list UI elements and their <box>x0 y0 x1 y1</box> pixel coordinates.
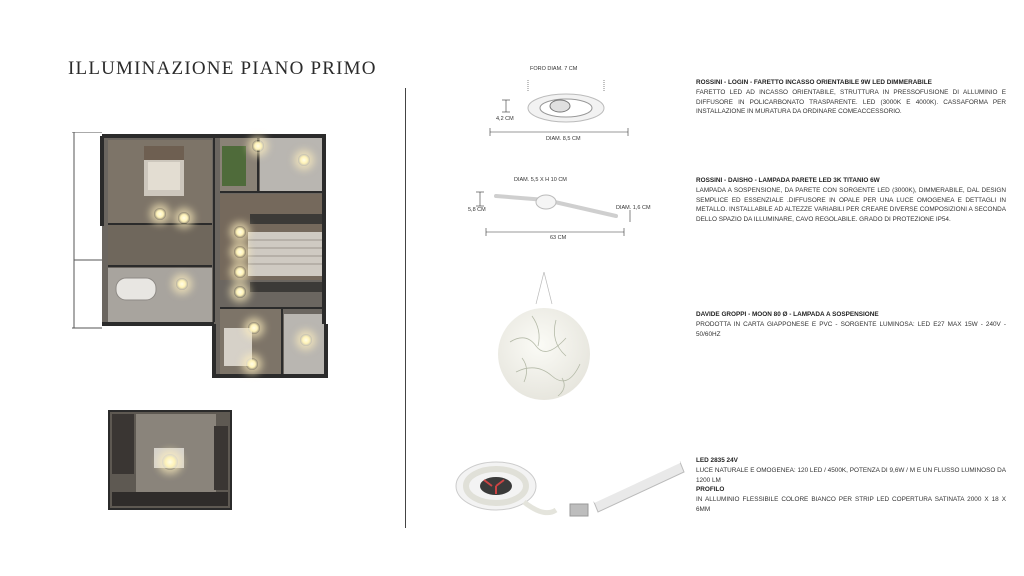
spot-light <box>162 454 178 470</box>
closet-plan <box>108 410 232 510</box>
recessed-spotlight-drawing <box>488 66 638 146</box>
spot-light <box>246 358 258 370</box>
spot-light <box>154 208 166 220</box>
spot-light <box>234 266 246 278</box>
spot-light <box>178 212 190 224</box>
product-1-heading: ROSSINI - LOGIN - FARETTO INCASSO ORIENTABILE 9W LED DIMMERABILE <box>696 79 932 86</box>
moon-pendant-drawing <box>496 272 596 412</box>
spot-light <box>248 322 260 334</box>
vertical-divider <box>405 88 406 528</box>
product-3-body: PRODOTTA IN CARTA GIAPPONESE E PVC - SORGENTE LUMINOSA: LED E27 MAX 15W - 240V - 50/60HZ <box>696 320 1006 338</box>
product-2 <box>696 176 1006 225</box>
page-title: ILLUMINAZIONE PIANO PRIMO <box>68 58 377 79</box>
product-4-subheading: PROFILO <box>696 486 725 494</box>
dim-height: 4,2 CM <box>496 116 514 122</box>
dim-right: DIAM. 1,6 CM <box>616 205 651 211</box>
wall-lamp-drawing <box>466 176 656 246</box>
product-1 <box>696 78 1006 117</box>
spot-light <box>234 226 246 238</box>
dim-height: 5,8 CM <box>468 207 486 213</box>
floor-plan-drawing <box>72 132 330 378</box>
dim-hole: FORO DIAM. 7 CM <box>530 66 578 72</box>
product-2-body: LAMPADA A SOSPENSIONE, DA PARETE CON SORGENTE LED (3000K), DIMMERABILE, DAL DESIGN SEMPLICE ED ESSENZIALE .DIFFUSORE IN OPALE PER UNA LUCE OMOGENEA E DETTAGLI IN METALLO. INSTALLABILE AD ALTEZZE VARIABILI PER CREARE DIVERSE COMPOSIZIONI A SECONDA DELLO SPAZIO DA ILLUMINARE, CAVO REGOLABILE. GRADO DI PROTEZIONE IP54. <box>696 186 1006 224</box>
spot-light <box>252 140 264 152</box>
spot-light <box>234 246 246 258</box>
product-4 <box>696 456 1006 515</box>
floor-plan <box>72 132 330 378</box>
led-strip-drawing <box>444 454 688 526</box>
spot-light <box>298 154 310 166</box>
product-4-heading: LED 2835 24V <box>696 457 738 464</box>
product-3-heading: DAVIDE GROPPI - MOON 80 Ø - LAMPADA A SOSPENSIONE <box>696 311 879 318</box>
product-1-body: FARETTO LED AD INCASSO ORIENTABILE, STRUTTURA IN PRESSOFUSIONE DI ALLUMINIO E DIFFUSORE IN POLICARBONATO TRASPARENTE. LED (3000K E 4000K). CASSAFORMA PER INSTALLAZIONE IN MURATURA DA ORDINARE COMEACCESSORIO. <box>696 88 1006 116</box>
dim-top: DIAM. 5,5 X H 10 CM <box>514 177 567 183</box>
product-2-heading: ROSSINI - DAISHO - LAMPADA PARETE LED 3K TITANIO 6W <box>696 177 880 184</box>
spot-light <box>300 334 312 346</box>
product-4-body2: IN ALLUMINIO FLESSIBILE COLORE BIANCO PER STRIP LED COPERTURA SATINATA 2000 X 18 X 6MM <box>696 496 1006 513</box>
dim-diameter: DIAM. 8,5 CM <box>546 136 581 142</box>
spot-light <box>176 278 188 290</box>
product-4-body: LUCE NATURALE E OMOGENEA: 120 LED / 4500K, POTENZA DI 9,6W / M E UN FLUSSO LUMINOSO DA 1200 LM <box>696 466 1006 484</box>
spot-light <box>234 286 246 298</box>
product-3 <box>696 310 1006 339</box>
dim-length: 63 CM <box>550 235 567 241</box>
